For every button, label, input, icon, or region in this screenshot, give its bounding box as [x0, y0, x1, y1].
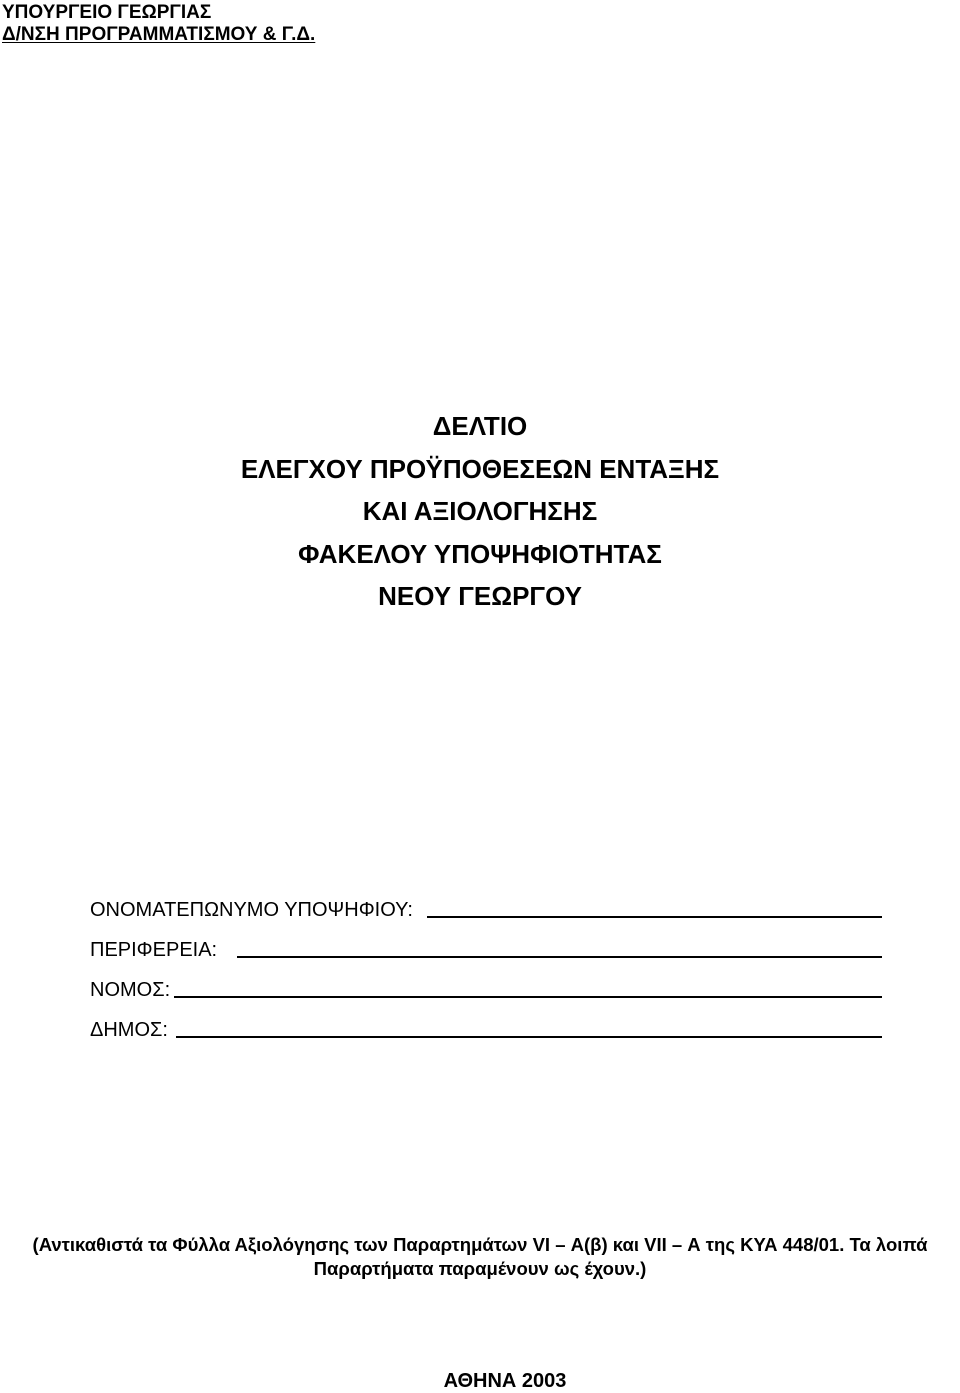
candidate-form	[90, 882, 882, 1042]
candidate-name-label: ΟΝΟΜΑΤΕΠΩΝΥΜΟ ΥΠΟΨΗΦΙΟΥ:	[90, 899, 413, 921]
region-label: ΠΕΡΙΦΕΡΕΙΑ:	[90, 939, 218, 961]
document-title	[0, 405, 960, 618]
place-year-footer: ΑΘΗΝΑ 2003	[443, 1370, 567, 1392]
candidate-name-row	[90, 882, 882, 922]
replacement-note	[0, 1233, 960, 1281]
title-line: ΔΕΛΤΙΟ	[432, 411, 528, 441]
region-row	[90, 922, 882, 962]
prefecture-row	[90, 962, 882, 1002]
municipality-field[interactable]	[176, 1016, 882, 1038]
ministry-name: ΥΠΟΥΡΓΕΙΟ ΓΕΩΡΓΙΑΣ	[2, 2, 212, 23]
region-field[interactable]	[237, 936, 882, 958]
title-line: ΚΑΙ ΑΞΙΟΛΟΓΗΣΗΣ	[362, 496, 598, 526]
municipality-label: ΔΗΜΟΣ:	[90, 1019, 168, 1041]
title-line: ΝΕΟΥ ΓΕΩΡΓΟΥ	[378, 581, 582, 611]
note-line: Παραρτήματα παραμένουν ως έχουν.)	[313, 1258, 647, 1279]
title-line: ΕΛΕΓΧΟΥ ΠΡΟΫΠΟΘΕΣΕΩΝ ΕΝΤΑΞΗΣ	[240, 453, 720, 484]
title-line: ΦΑΚΕΛΟΥ ΥΠΟΨΗΦΙΟΤΗΤΑΣ	[298, 538, 662, 569]
candidate-name-field[interactable]	[427, 896, 882, 918]
prefecture-field[interactable]	[174, 976, 882, 998]
note-line: (Αντικαθιστά τα Φύλλα Αξιολόγησης των Παραρτημάτων VI – Α(β) και VII – Α της ΚΥΑ 448/01. Τα λοιπά	[32, 1234, 928, 1255]
ministry-header	[2, 2, 315, 46]
municipality-row	[90, 1002, 882, 1042]
directorate-name: Δ/ΝΣΗ ΠΡΟΓΡΑΜΜΑΤΙΣΜΟΥ & Γ.Δ.	[2, 24, 316, 45]
prefecture-label: ΝΟΜΟΣ:	[90, 979, 171, 1001]
